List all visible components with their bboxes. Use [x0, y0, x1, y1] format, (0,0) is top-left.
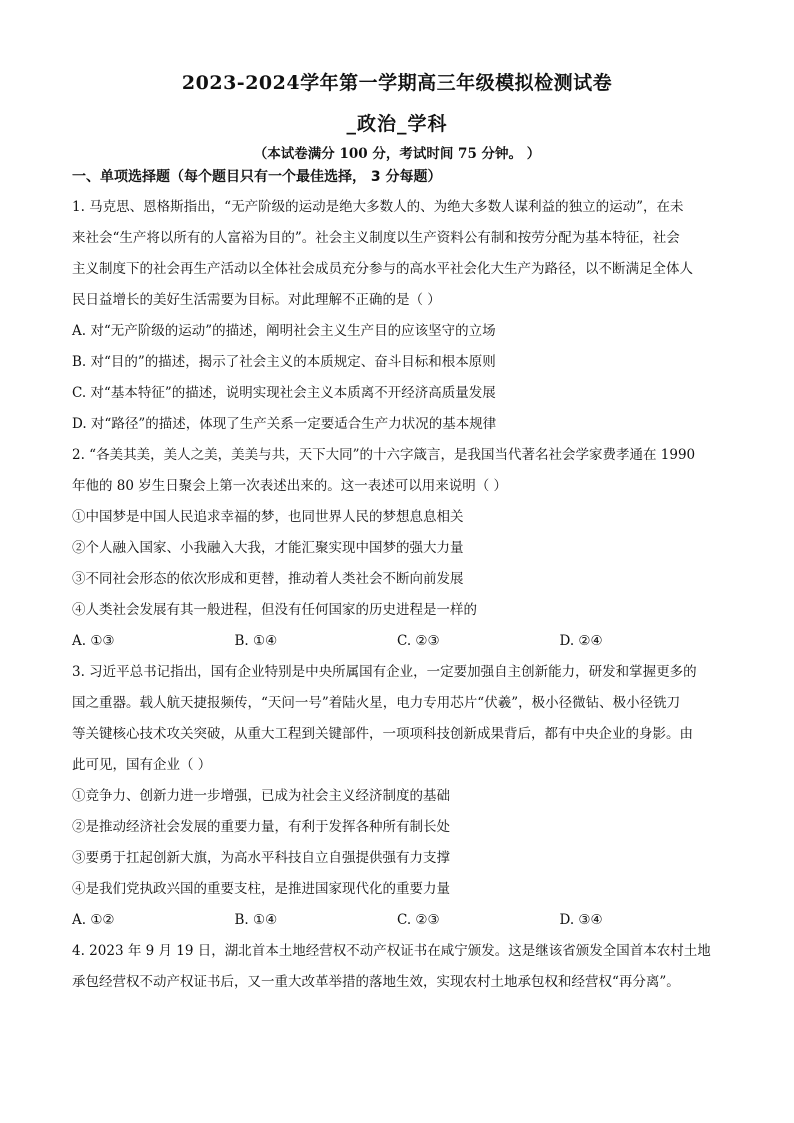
choice-d: D. ③④: [559, 912, 603, 928]
question-text: 此可见，国有企业（ ）: [72, 757, 212, 773]
statement-item: ②是推动经济社会发展的重要力量，有利于发挥各种所有制长处: [72, 819, 450, 835]
statement-item: ③不同社会形态的依次形成和更替，推动着人类社会不断向前发展: [72, 571, 464, 587]
question-text: 国之重器。载人航天捷报频传，“天问一号”着陆火星，电力专用芯片“伏羲”，极小径微钻、极小径铣刀: [72, 695, 681, 711]
exam-page: [72, 68, 722, 998]
option-d: D. 对“路径”的描述，体现了生产关系一定要适合生产力状况的基本规律: [72, 416, 497, 432]
choice-b: B. ①④: [234, 912, 278, 928]
choice-a: A. ①②: [72, 912, 115, 928]
statement-item: ③要勇于扛起创新大旗，为高水平科技自立自强提供强有力支撑: [72, 850, 450, 866]
choice-c: C. ②③: [397, 912, 440, 928]
statement-item: ①中国梦是中国人民追求幸福的梦，也同世界人民的梦想息息相关: [72, 509, 464, 525]
exam-title: 2023-2024学年第一学期高三年级模拟检测试卷: [181, 72, 613, 94]
choice-c: C. ②③: [397, 633, 440, 649]
answer-choices: [72, 626, 722, 657]
choice-a: A. ①③: [72, 633, 115, 649]
subject-title: _政治_学科: [346, 113, 448, 135]
question-text: 来社会“生产将以所有的人富裕为目的”。社会主义制度以生产资料公有制和按劳分配为基本特征，社会: [72, 230, 680, 246]
question-text: 3. 习近平总书记指出，国有企业特别是中央所属国有企业，一定要加强自主创新能力，研发和掌握更多的: [72, 664, 697, 680]
question-2: [72, 440, 722, 657]
question-text: 民日益增长的美好生活需要为目标。对此理解不正确的是（ ）: [72, 292, 441, 308]
statement-item: ①竞争力、创新力进一步增强，已成为社会主义经济制度的基础: [72, 788, 450, 804]
question-text: 承包经营权不动产权证书后，又一重大改革举措的落地生效，实现农村土地承包权和经营权“再分离”。: [72, 974, 680, 990]
exam-note: （本试卷满分 100 分，考试时间 75 分钟。 ）: [253, 146, 541, 162]
question-3: [72, 657, 722, 936]
choice-b: B. ①④: [234, 633, 278, 649]
answer-choices: [72, 905, 722, 936]
choice-d: D. ②④: [559, 633, 603, 649]
question-text: 等关键核心技术攻关突破，从重大工程到关键部件，一项项科技创新成果背后，都有中央企业的身影。由: [72, 726, 693, 742]
question-1: [72, 192, 722, 440]
question-text: 主义制度下的社会再生产活动以全体社会成员充分参与的高水平社会化大生产为路径，以不断满足全体人: [72, 261, 693, 277]
question-text: 2. “各美其美，美人之美，美美与共，天下大同”的十六字箴言，是我国当代著名社会学家费孝通在 1990: [72, 447, 696, 463]
question-text: 4. 2023 年 9 月 19 日，湖北首本土地经营权不动产权证书在咸宁颁发。这是继该省颁发全国首本农村土地: [72, 943, 711, 959]
question-text: 1. 马克思、恩格斯指出，“无产阶级的运动是绝大多数人的、为绝大多数人谋利益的独立的运动”，在未: [72, 199, 684, 215]
statement-item: ④人类社会发展有其一般进程，但没有任何国家的历史进程是一样的: [72, 602, 477, 618]
question-text: 年他的 80 岁生日聚会上第一次表述出来的。这一表述可以用来说明（ ）: [72, 478, 508, 494]
statement-item: ②个人融入国家、小我融入大我，才能汇聚实现中国梦的强大力量: [72, 540, 464, 556]
option-b: B. 对“目的”的描述，揭示了社会主义的本质规定、奋斗目标和根本原则: [72, 354, 496, 370]
question-4: [72, 936, 722, 998]
statement-item: ④是我们党执政兴国的重要支柱，是推进国家现代化的重要力量: [72, 881, 450, 897]
section-heading: 一、单项选择题（每个题目只有一个最佳选择， 3 分每题）: [72, 169, 442, 185]
option-c: C. 对“基本特征”的描述，说明实现社会主义本质离不开经济高质量发展: [72, 385, 496, 401]
option-a: A. 对“无产阶级的运动”的描述，阐明社会主义生产目的应该坚守的立场: [72, 323, 496, 339]
